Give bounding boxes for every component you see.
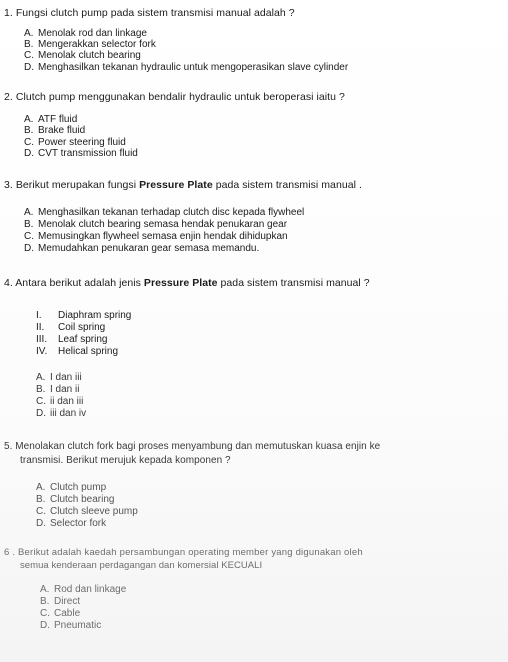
option-c[interactable]: C. ii dan iii xyxy=(36,396,84,407)
option-a[interactable]: A. I dan iii xyxy=(36,372,82,383)
question-stem: 3. Berikut merupakan fungsi Pressure Plate pada sistem transmisi manual . xyxy=(4,179,362,191)
option-b[interactable]: B. Brake fluid xyxy=(24,125,86,136)
option-c[interactable]: C. Power steering fluid xyxy=(24,137,126,148)
statement-item: I. Diaphram spring xyxy=(36,310,132,321)
option-b[interactable]: B. Direct xyxy=(40,596,81,607)
option-a[interactable]: A. ATF fluid xyxy=(24,114,78,125)
question-stem: 1. Fungsi clutch pump pada sistem transmisi manual adalah ? xyxy=(4,7,295,19)
term-pressure-plate: Pressure Plate xyxy=(143,277,218,289)
question-stem-continued: transmisi. Berikut merujuk kepada komponen ? xyxy=(20,455,231,466)
statement-item: IV. Helical spring xyxy=(36,346,119,357)
option-b[interactable]: B. I dan ii xyxy=(36,384,80,395)
term-pressure-plate: Pressure Plate xyxy=(139,179,213,191)
question-stem: 4. Antara berikut adalah jenis Pressure Plate pada sistem transmisi manual ? xyxy=(4,277,370,289)
option-d[interactable]: D. CVT transmission fluid xyxy=(24,148,138,159)
option-d[interactable]: D. iii dan iv xyxy=(36,408,87,419)
option-b[interactable]: B. Mengerakkan selector fork xyxy=(24,39,156,50)
statement-item: III. Leaf spring xyxy=(36,334,108,345)
option-b[interactable]: B. Menolak clutch bearing semasa hendak penukaran gear xyxy=(24,219,288,230)
option-a[interactable]: A. Rod dan linkage xyxy=(40,584,127,595)
option-a[interactable]: A. Menolak rod dan linkage xyxy=(24,28,147,39)
question-stem: 5. Menolakan clutch fork bagi proses menyambung dan memutuskan kuasa enjin ke xyxy=(4,441,381,452)
option-d[interactable]: D. Pneumatic xyxy=(40,620,102,631)
option-c[interactable]: C. Memusingkan flywheel semasa enjin hendak dihidupkan xyxy=(24,231,288,242)
option-b[interactable]: B. Clutch bearing xyxy=(36,494,115,505)
statement-item: II. Coil spring xyxy=(36,322,106,333)
option-d[interactable]: D. Selector fork xyxy=(36,518,107,529)
option-a[interactable]: A. Clutch pump xyxy=(36,482,107,493)
question-stem: 2. Clutch pump menggunakan bendalir hydraulic untuk beroperasi iaitu ? xyxy=(4,91,345,103)
option-c[interactable]: C. Cable xyxy=(40,608,81,619)
question-stem: 6 . Berikut adalah kaedah persambungan operating member yang digunakan oleh xyxy=(4,547,363,558)
option-d[interactable]: D. Menghasilkan tekanan hydraulic untuk mengoperasikan slave cylinder xyxy=(24,62,349,73)
option-c[interactable]: C. Menolak clutch bearing xyxy=(24,50,141,61)
option-d[interactable]: D. Memudahkan penukaran gear semasa memandu. xyxy=(24,243,260,254)
question-stem-continued: semua kenderaan perdagangan dan komersial KECUALI xyxy=(20,560,263,571)
option-a[interactable]: A. Menghasilkan tekanan terhadap clutch disc kepada flywheel xyxy=(24,207,305,218)
option-c[interactable]: C. Clutch sleeve pump xyxy=(36,506,138,517)
